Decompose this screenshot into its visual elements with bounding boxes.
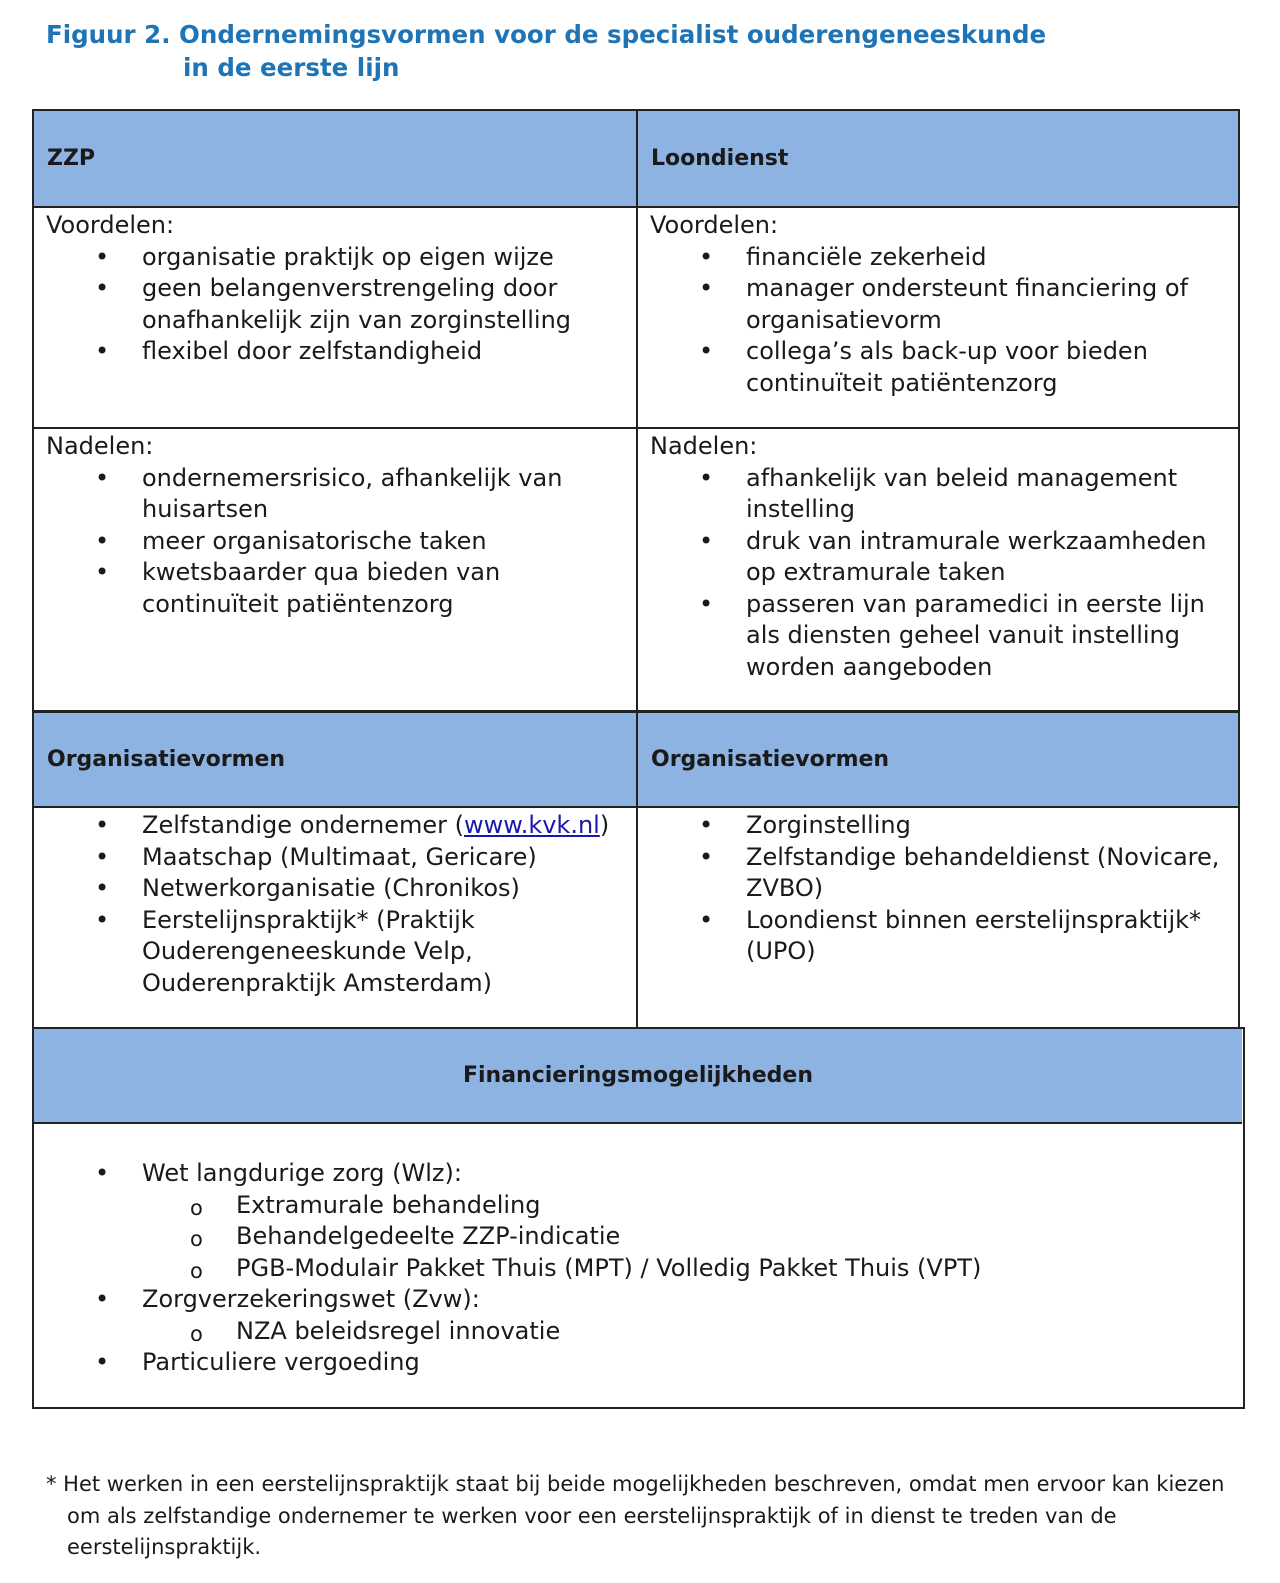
header-loondienst-organisatievormen-label: Organisatievormen <box>651 747 890 772</box>
list-item: • financiële zekerheid <box>650 242 1238 274</box>
list-item: • Zelfstandige behandeldienst (Novicare, ZVBO) <box>650 842 1238 905</box>
footnote-line-3: eerstelijnspraktijk. <box>67 1535 262 1559</box>
footnote <box>46 1469 1246 1564</box>
zzp-voordelen-cell <box>34 208 636 426</box>
list-item <box>46 810 636 842</box>
list-item: • geen belangenverstrengeling door onafhankelijk zijn van zorginstelling <box>46 273 636 336</box>
list-item: • kwetsbaarder qua bieden van continuïteit patiëntenzorg <box>46 557 636 620</box>
zzp-nadelen-cell <box>34 429 636 709</box>
loondienst-nadelen-label: Nadelen: <box>650 432 758 460</box>
loondienst-voordelen-label: Voordelen: <box>650 211 779 239</box>
list-item: • druk van intramurale werkzaamheden op extramurale taken <box>650 526 1238 589</box>
header-financieringsmogelijkheden <box>34 1029 1242 1122</box>
loondienst-nadelen-list <box>650 463 1238 684</box>
row-divider <box>34 710 1238 713</box>
sub-list-item: o PGB-Modulair Pakket Thuis (MPT) / Volledig Pakket Thuis (VPT) <box>142 1253 1242 1285</box>
list-item: • collega’s als back-up voor bieden continuïteit patiëntenzorg <box>650 336 1238 399</box>
column-divider <box>636 111 638 1031</box>
list-item: • Zorgverzekeringswet (Zvw): <box>46 1284 1242 1316</box>
list-item-text: ) <box>599 811 610 839</box>
row-divider <box>34 206 1238 208</box>
financiering-table <box>32 1027 1245 1409</box>
header-zzp <box>34 111 636 206</box>
zzp-nadelen-list <box>46 463 636 621</box>
list-item: • flexibel door zelfstandigheid <box>46 336 636 368</box>
zvw-sublist <box>46 1316 1242 1348</box>
list-item: • Loondienst binnen eerstelijnspraktijk* (UPO) <box>650 905 1238 968</box>
loondienst-nadelen-cell <box>638 429 1238 709</box>
figure-title-line-2: in de eerste lijn <box>183 53 400 82</box>
list-item: • ondernemersrisico, afhankelijk van huisartsen <box>46 463 636 526</box>
list-item: • passeren van paramedici in eerste lijn als diensten geheel vanuit instelling worden aangeboden <box>650 589 1238 684</box>
financiering-cell <box>34 1156 1242 1406</box>
footnote-line-1: * Het werken in een eerstelijnspraktijk staat bij beide mogelijkheden beschreven, omdat men ervoor kan kiezen <box>46 1472 1225 1496</box>
loondienst-organisatievormen-list <box>650 810 1238 968</box>
list-item: • meer organisatorische taken <box>46 526 636 558</box>
row-divider <box>34 806 1238 808</box>
wlz-label: Wet langdurige zorg (Wlz): <box>142 1159 462 1187</box>
zzp-organisatievormen-list <box>46 810 636 999</box>
header-loondienst-organisatievormen <box>638 713 1238 806</box>
list-item-text: Zelfstandige ondernemer ( <box>142 811 465 839</box>
financiering-list <box>46 1158 1242 1190</box>
header-financieringsmogelijkheden-label: Financieringsmogelijkheden <box>462 1063 813 1088</box>
sub-list-item: o Extramurale behandeling <box>142 1190 1242 1222</box>
zzp-voordelen-list <box>46 242 636 368</box>
list-item: • Particuliere vergoeding <box>46 1347 1242 1379</box>
loondienst-organisatievormen-cell <box>638 808 1238 1026</box>
row-divider <box>34 427 1238 429</box>
zzp-nadelen-label: Nadelen: <box>46 432 154 460</box>
header-loondienst <box>638 111 1238 206</box>
financiering-list-3 <box>46 1347 1242 1379</box>
comparison-table <box>32 109 1240 1029</box>
wlz-sublist <box>46 1190 1242 1285</box>
list-item: • organisatie praktijk op eigen wijze <box>46 242 636 274</box>
list-item: • Maatschap (Multimaat, Gericare) <box>46 842 636 874</box>
header-loondienst-label: Loondienst <box>651 146 789 171</box>
loondienst-voordelen-list <box>650 242 1238 400</box>
header-zzp-label: ZZP <box>47 146 96 171</box>
list-item: • afhankelijk van beleid management instelling <box>650 463 1238 526</box>
list-item: • Netwerkorganisatie (Chronikos) <box>46 873 636 905</box>
zzp-voordelen-label: Voordelen: <box>46 211 175 239</box>
header-zzp-organisatievormen <box>34 713 636 806</box>
header-zzp-organisatievormen-label: Organisatievormen <box>47 747 286 772</box>
figure-title-line-1: Figuur 2. Ondernemingsvormen voor de specialist ouderengeneeskunde <box>46 20 1047 49</box>
zzp-organisatievormen-cell <box>34 808 636 1026</box>
figure-title <box>46 18 1046 84</box>
loondienst-voordelen-cell <box>638 208 1238 426</box>
financiering-list-2 <box>46 1284 1242 1316</box>
footnote-line-2: om als zelfstandige ondernemer te werken voor een eerstelijnspraktijk of in dienst te treden van de <box>67 1503 1117 1528</box>
row-divider <box>34 1122 1242 1124</box>
sub-list-item: o NZA beleidsregel innovatie <box>142 1316 1242 1348</box>
list-item: • manager ondersteunt financiering of organisatievorm <box>650 273 1238 336</box>
list-item: • Eerstelijnspraktijk* (Praktijk Ouderengeneeskunde Velp, Ouderenpraktijk Amsterdam) <box>46 905 636 1000</box>
sub-list-item: o Behandelgedeelte ZZP-indicatie <box>142 1221 1242 1253</box>
kvk-link[interactable]: www.kvk.nl <box>464 811 600 839</box>
list-item: • Zorginstelling <box>650 810 1238 842</box>
list-item <box>46 1158 1242 1190</box>
